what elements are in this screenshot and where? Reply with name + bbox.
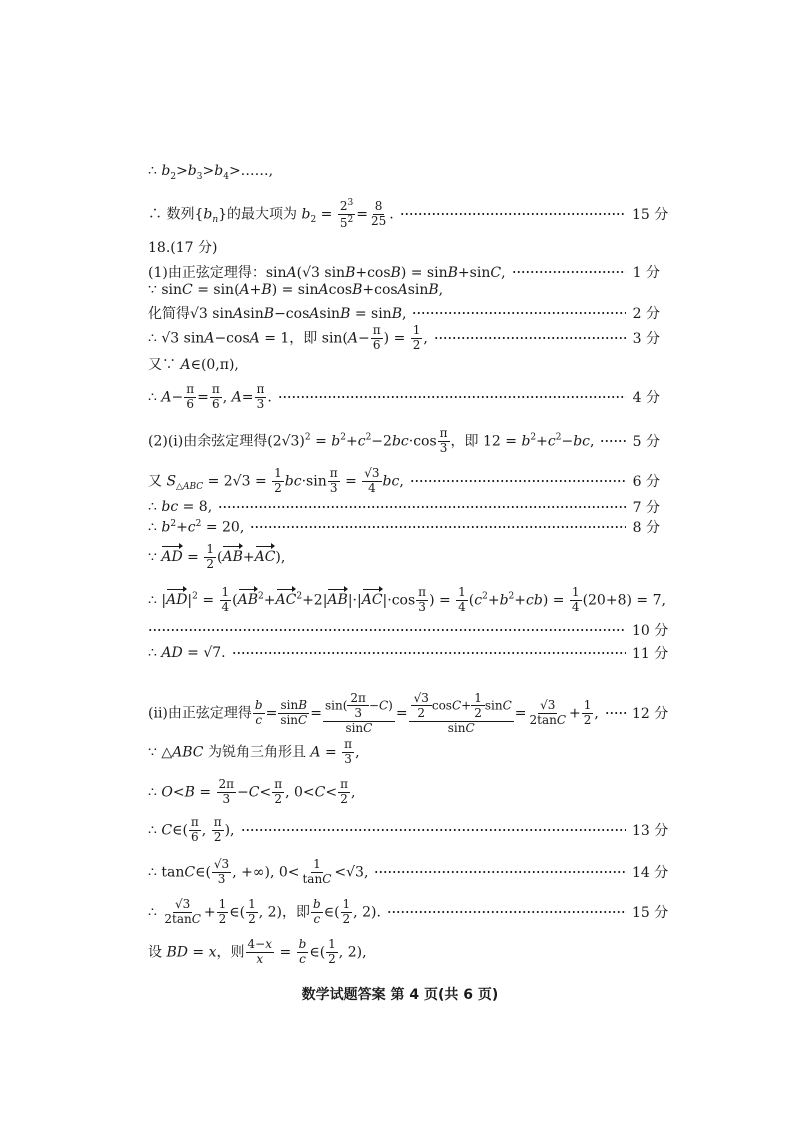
line-22: ∴ tanC∈( $\frac{√3}{3}$ , +∞), 0< $\frac{1}{\tan C}$ <√3, 14 分 bbox=[148, 857, 669, 886]
line-14: ∵ AD = $\frac{1}{2}$ (AB+AC), bbox=[148, 542, 286, 571]
line-16: 10 分 bbox=[148, 620, 660, 640]
line-2: ∴ 数列$\{b_n\}$的最大项为 $b_2$ = $\frac{2^3}{5^2}$ = $\frac{8}{25}$ . 15 分 bbox=[148, 198, 669, 230]
page-footer: 数学试题答案 第 4 页(共 6 页) bbox=[301, 987, 499, 1003]
line-13: ∴ $b^2+c^2 = 20$, 8 分 bbox=[148, 518, 660, 536]
line-9: ∴ A− $\frac{\pi}{6}$ = $\frac{\pi}{6}$ , A= $\frac{\pi}{3}$ . 4 分 bbox=[148, 382, 660, 411]
line-21: ∴ C∈( $\frac{\pi}{6}$ , $\frac{\pi}{2}$ ), 13 分 bbox=[148, 815, 669, 844]
line-6: 化简得√3 sinAsinB−cosAsinB = sinB, 2 分 bbox=[148, 306, 660, 322]
line-24: 设 BD = x，则 $\frac{4-x}{x}$ = $\frac{b}{c}$ ∈( $\frac{1}{2}$ , 2), bbox=[148, 937, 367, 966]
line-18: (ii)由正弦定理得 $\frac{b}{c}$ = $\frac{\sin B}{\sin C}$ = sin( $\frac{2\pi}{3}$ −C) sinC = $\frac{√3}{2}$ cosC+ $\frac{1}{2}$ sinC sinC = $\frac{√3}{2\tan C}$ + $\frac{1}{2}$ , 12 分 bbox=[148, 691, 669, 735]
line-10: (2)(i)由余弦定理得$(2√3)^2 = b^2+c^2-2bc\cdot\cos$ $\frac{\pi}{3}$ ，即 $12 = b^2+c^2-bc$, 5 分 bbox=[148, 426, 660, 455]
line-19: ∵ △ABC 为锐角三角形且 A = $\frac{\pi}{3}$ , bbox=[148, 737, 360, 766]
line-3: 18.(17 分) bbox=[148, 240, 218, 256]
line-8: 又∵ A∈(0,π), bbox=[148, 357, 239, 373]
line-12: ∴ bc = 8, 7 分 bbox=[148, 499, 660, 516]
line-15: ∴ $|AD|^2$ = $\frac{1}{4}$ ($AB^2+AC^2+2|AB|\cdot|AC|\cdot\cos$ $\frac{\pi}{3}$ ) = $\frac{1}{4}$ $(c^2+b^2+cb)$ = $\frac{1}{4}$ (20+8) = 7, bbox=[148, 585, 666, 614]
line-11: 又 $S_{\triangle ABC} = 2√3$ = $\frac{1}{2}$ bc·sin $\frac{\pi}{3}$ = $\frac{√3}{4}$ bc, 6 分 bbox=[148, 466, 660, 495]
line-7: ∴ √3 sinA−cosA = 1，即 sin(A− $\frac{\pi}{6}$ ) = $\frac{1}{2}$ , 3 分 bbox=[148, 323, 660, 352]
line-5: ∵ sinC = sin(A+B) = sinAcosB+cosAsinB, bbox=[148, 282, 444, 298]
line-17: ∴ AD = √7. 11 分 bbox=[148, 645, 669, 662]
line-23: ∴ $\frac{√3}{2\tan C}$ + $\frac{1}{2}$ ∈( $\frac{1}{2}$ , 2)，即 $\frac{b}{c}$ ∈( $\frac{1}{2}$ , 2). 15 分 bbox=[148, 897, 669, 926]
line-20: ∴ O<B = $\frac{2\pi}{3}$ −C< $\frac{\pi}{2}$ , 0<C< $\frac{\pi}{2}$ , bbox=[148, 777, 356, 806]
line-1: ∴ $b_2>b_3>b_4>\dots\dots$, bbox=[148, 163, 274, 182]
line-4: (1)由正弦定理得：sinA(√3 sinB+cosB) = sinB+sinC, 1 分 bbox=[148, 265, 660, 281]
